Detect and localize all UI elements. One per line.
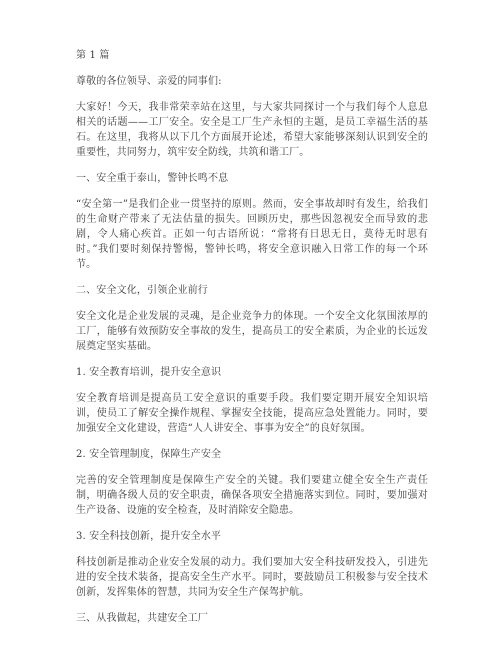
intro-paragraph: 大家好！今天，我非常荣幸站在这里，与大家共同探讨一个与我们每个人息息相关的话题——工厂安全。安全是工厂生产永恒的主题，是员工幸福生活的基石。在这里，我将从以下几个方面展开论述，希望大家能够深刻认识到安全的重要性，共同努力，筑牢安全防线，共筑和谐工厂。: [76, 102, 428, 158]
paragraph-safety-culture: 安全文化是企业发展的灵魂，是企业竞争力的体现。一个安全文化氛围浓厚的工厂，能够有效预防安全事故的发生，提高员工的安全素质，为企业的长远发展奠定坚实基础。: [76, 311, 428, 352]
paragraph-management: 完善的安全管理制度是保障生产安全的关键。我们要建立健全安全生产责任制，明确各级人员的安全职责，确保各项安全措施落实到位。同时，要加强对生产设备、设施的安全检查，及时消除安全隐患。: [76, 475, 428, 516]
heading-safety-first: 一、安全重于泰山，警钟长鸣不息: [76, 173, 229, 184]
paragraph-innovation: 科技创新是推动企业安全发展的动力。我们要加大安全科技研发投入，引进先进的安全技术装备，提高安全生产水平。同时，要鼓励员工积极参与安全技术创新，发挥集体的智慧，共同为安全生产保驾护航。: [76, 557, 428, 598]
subheading-training: 1. 安全教育培训，提升安全意识: [76, 367, 222, 378]
paragraph-safety-first: “安全第一”是我们企业一贯坚持的原则。然而，安全事故却时有发生，给我们的生命财产带来了无法估量的损失。回顾历史，那些因忽视安全而导致的悲剧，令人痛心疾首。正如一句古语所说：“常将有日思无日，莫待无时思有时。”我们要时刻保持警惕，警钟长鸣，将安全意识融入日常工作的每一个环节。: [76, 199, 428, 270]
greeting: 尊敬的各位领导、亲爱的同事们:: [76, 76, 222, 87]
heading-safety-culture: 二、安全文化，引领企业前行: [76, 285, 208, 296]
document-body: [76, 48, 428, 637]
subheading-innovation: 3. 安全科技创新，提升安全水平: [76, 531, 222, 542]
section-title: 第 1 篇: [76, 50, 110, 61]
heading-start-with-me: 三、从我做起，共建安全工厂: [76, 613, 208, 624]
paragraph-training: 安全教育培训是提高员工安全意识的重要手段。我们要定期开展安全知识培训，使员工了解安全操作规程、掌握安全技能，提高应急处置能力。同时，要加强安全文化建设，营造“人人讲安全、事事为安全”的良好氛围。: [76, 393, 428, 434]
subheading-management: 2. 安全管理制度，保障生产安全: [76, 449, 222, 460]
